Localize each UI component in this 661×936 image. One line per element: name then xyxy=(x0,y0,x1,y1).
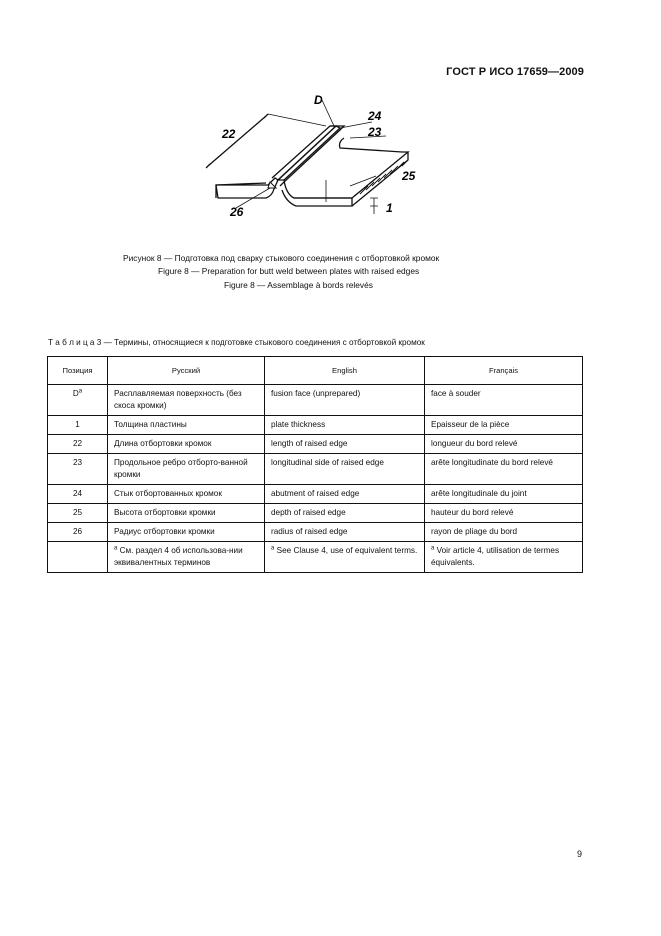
caption-fr: Figure 8 — Assemblage à bords relevés xyxy=(224,280,373,290)
table-row xyxy=(48,523,583,542)
table-footnote-row xyxy=(48,542,583,573)
cell-fr: rayon de pliage du bord xyxy=(425,523,583,542)
cell-pos: 22 xyxy=(48,435,108,454)
label-26: 26 xyxy=(230,205,244,219)
cell-pos: 24 xyxy=(48,485,108,504)
right-plate-end xyxy=(352,152,408,206)
cell-ru: Стык отбортованных кромок xyxy=(108,485,265,504)
footnote-ru: $^a$ См. раздел 4 об использова-нии эквивалентных терминов xyxy=(108,542,265,573)
caption-ru: Рисунок 8 — Подготовка под сварку стыкового соединения с отбортовкой кромок xyxy=(123,253,440,263)
terms-table xyxy=(47,356,583,573)
cell-en: longitudinal side of raised edge xyxy=(265,454,425,485)
cell-ru: Длина отбортовки кромок xyxy=(108,435,265,454)
page-number: 9 xyxy=(576,849,582,859)
arrow-head xyxy=(268,182,276,188)
cell-fr: face à souder xyxy=(425,385,583,416)
footnote-fr: $^a$ Voir article 4, utilisation de termes équivalents. xyxy=(425,542,583,573)
label-d: D xyxy=(314,93,323,107)
standard-number: ГОСТ Р ИСО 17659—2009 xyxy=(446,66,584,78)
cell-en: abutment of raised edge xyxy=(265,485,425,504)
footnote-en: $^a$ See Clause 4, use of equivalent terms. xyxy=(265,542,425,573)
cell-en: fusion face (unprepared) xyxy=(265,385,425,416)
cell-empty xyxy=(48,542,108,573)
table-row xyxy=(48,385,583,416)
cell-fr: Epaisseur de la pièce xyxy=(425,416,583,435)
cell-ru: Радиус отбортовки кромки xyxy=(108,523,265,542)
hatching xyxy=(354,160,408,196)
right-plate-front xyxy=(282,190,352,206)
header-ru: Русский xyxy=(108,357,265,385)
table-row xyxy=(48,504,583,523)
cell-fr: hauteur du bord relevé xyxy=(425,504,583,523)
raised-edge-right xyxy=(278,126,340,180)
header-fr: Français xyxy=(425,357,583,385)
cell-ru: Продольное ребро отборто-ванной кромки xyxy=(108,454,265,485)
cell-pos: $D^a$ xyxy=(48,385,108,416)
header-pos: Позиция xyxy=(48,357,108,385)
label-1: 1 xyxy=(386,201,393,215)
label-22: 22 xyxy=(222,127,236,141)
table-header-row xyxy=(48,357,583,385)
table-row xyxy=(48,435,583,454)
table-row xyxy=(48,454,583,485)
caption-en: Figure 8 — Preparation for butt weld between plates with raised edges xyxy=(158,266,420,276)
figure-raised-edge-joint xyxy=(190,90,430,225)
cell-ru: Толщина пластины xyxy=(108,416,265,435)
table-row xyxy=(48,485,583,504)
cell-fr: longueur du bord relevé xyxy=(425,435,583,454)
cell-pos: 25 xyxy=(48,504,108,523)
cell-pos: 26 xyxy=(48,523,108,542)
dim-22 xyxy=(206,114,268,168)
raised-edge-ridge xyxy=(280,126,344,186)
cell-fr: arête longitudinale du joint xyxy=(425,485,583,504)
label-23: 23 xyxy=(368,125,382,139)
table-title: Т а б л и ц а 3 — Термины, относящиеся к подготовке стыкового соединения с отбортовкой кромок xyxy=(48,338,425,347)
table-row xyxy=(48,416,583,435)
cell-pos: 23 xyxy=(48,454,108,485)
cell-fr: arête longitudinate du bord relevé xyxy=(425,454,583,485)
cell-en: radius of raised edge xyxy=(265,523,425,542)
cell-ru: Расплавляемая поверхность (без скоса кромки) xyxy=(108,385,265,416)
label-25: 25 xyxy=(402,169,416,183)
label-24: 24 xyxy=(368,109,382,123)
right-plate xyxy=(284,138,408,198)
dim-thickness xyxy=(370,198,378,214)
leader-d xyxy=(322,100,334,126)
cell-en: length of raised edge xyxy=(265,435,425,454)
cell-en: depth of raised edge xyxy=(265,504,425,523)
cell-en: plate thickness xyxy=(265,416,425,435)
header-en: English xyxy=(265,357,425,385)
cell-pos: 1 xyxy=(48,416,108,435)
cell-ru: Высота отбортовки кромки xyxy=(108,504,265,523)
